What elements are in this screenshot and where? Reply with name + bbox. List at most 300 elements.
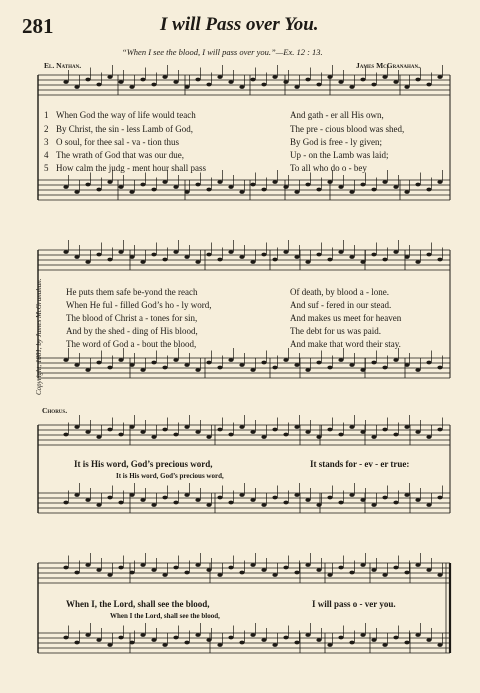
note-head (393, 566, 398, 570)
lyric-phrase: The debt for us was paid. (290, 326, 381, 336)
note-head (437, 496, 442, 500)
note-head (118, 185, 123, 189)
note-head (63, 636, 68, 640)
note-head (162, 366, 167, 370)
lyric-phrase: The pre - cious blood was shed, (290, 124, 405, 134)
note-head (382, 366, 387, 370)
note-head (316, 503, 321, 507)
note-head (349, 85, 354, 89)
note-head (74, 571, 79, 575)
note-head (338, 358, 343, 362)
note-head (338, 80, 343, 84)
note-head (140, 563, 145, 567)
lyric-phrase: And make that word their stay. (290, 339, 401, 349)
note-head (327, 366, 332, 370)
note-head (371, 188, 376, 192)
note-head (426, 253, 431, 257)
note-head (404, 493, 409, 497)
note-head (426, 568, 431, 572)
note-head (261, 638, 266, 642)
note-head (305, 430, 310, 434)
note-head (239, 571, 244, 575)
lyric-phrase: It is His word, God’s precious word, (74, 459, 213, 469)
note-head (404, 190, 409, 194)
note-head (140, 498, 145, 502)
note-head (393, 358, 398, 362)
note-head (316, 435, 321, 439)
chorus-bass-line (44, 612, 454, 623)
note-head (261, 253, 266, 257)
hymn-number: 281 (22, 14, 54, 38)
note-head (140, 183, 145, 187)
lyric-phrase: To all who do o - bey (290, 163, 367, 173)
note-head (151, 503, 156, 507)
note-head (360, 498, 365, 502)
note-head (371, 503, 376, 507)
lyric-phrase: O soul, for thee sal - va - tion thus (56, 137, 179, 147)
note-head (228, 185, 233, 189)
note-head (217, 496, 222, 500)
note-head (206, 361, 211, 365)
note-head (294, 425, 299, 429)
note-head (272, 180, 277, 184)
note-head (338, 433, 343, 437)
note-head (349, 190, 354, 194)
note-head (184, 641, 189, 645)
note-head (151, 638, 156, 642)
note-head (415, 78, 420, 82)
note-head (162, 75, 167, 79)
note-head (327, 496, 332, 500)
note-head (283, 80, 288, 84)
note-head (360, 430, 365, 434)
note-head (437, 573, 442, 577)
note-head (250, 368, 255, 372)
lyric-phrase: When I, the Lord, shall see the blood, (66, 599, 210, 609)
note-head (107, 496, 112, 500)
note-head (261, 435, 266, 439)
scripture-epigraph: “When I see the blood, I will pass over you.”—Ex. 12 : 13. (122, 47, 323, 57)
note-head (173, 185, 178, 189)
note-head (206, 83, 211, 87)
note-head (283, 185, 288, 189)
chorus-line (44, 599, 454, 610)
chorus-bass-line (44, 472, 454, 483)
note-head (272, 496, 277, 500)
note-head (63, 566, 68, 570)
note-head (217, 180, 222, 184)
note-head (305, 633, 310, 637)
note-head (283, 636, 288, 640)
note-head (118, 636, 123, 640)
note-head (360, 260, 365, 264)
note-head (74, 425, 79, 429)
note-head (228, 566, 233, 570)
note-head (162, 180, 167, 184)
hymn-title: I will Pass over You. (160, 14, 319, 35)
note-head (184, 255, 189, 259)
note-head (382, 643, 387, 647)
note-head (404, 363, 409, 367)
note-head (415, 183, 420, 187)
note-head (283, 358, 288, 362)
note-head (118, 80, 123, 84)
note-head (305, 260, 310, 264)
note-head (107, 366, 112, 370)
note-head (393, 185, 398, 189)
verse-line (44, 339, 454, 350)
note-head (85, 430, 90, 434)
note-head (426, 188, 431, 192)
note-head (118, 358, 123, 362)
note-head (96, 435, 101, 439)
note-head (261, 568, 266, 572)
note-head (371, 253, 376, 257)
note-head (382, 496, 387, 500)
note-head (118, 433, 123, 437)
note-head (140, 430, 145, 434)
note-head (217, 258, 222, 262)
note-head (294, 493, 299, 497)
note-head (294, 363, 299, 367)
note-head (74, 493, 79, 497)
note-head (239, 85, 244, 89)
note-head (96, 361, 101, 365)
note-head (107, 428, 112, 432)
note-head (250, 563, 255, 567)
note-head (415, 430, 420, 434)
note-head (129, 255, 134, 259)
note-head (173, 501, 178, 505)
note-head (415, 633, 420, 637)
note-head (107, 573, 112, 577)
lyric-phrase: It is His word, God’s precious word, (116, 472, 224, 480)
note-head (294, 255, 299, 259)
lyric-phrase: Of death, by blood a - lone. (290, 287, 389, 297)
note-head (437, 428, 442, 432)
note-head (316, 83, 321, 87)
note-head (206, 188, 211, 192)
note-head (404, 255, 409, 259)
note-head (74, 363, 79, 367)
note-head (415, 368, 420, 372)
lyric-phrase: And gath - er all His own, (290, 110, 384, 120)
note-head (283, 433, 288, 437)
note-head (151, 253, 156, 257)
note-head (360, 633, 365, 637)
note-head (382, 258, 387, 262)
verse-line (44, 287, 454, 298)
note-head (206, 638, 211, 642)
verse-line (44, 110, 454, 121)
note-head (151, 188, 156, 192)
note-head (206, 568, 211, 572)
note-head (349, 363, 354, 367)
verse-number: 4 (44, 150, 49, 160)
note-head (217, 643, 222, 647)
note-head (184, 493, 189, 497)
note-head (129, 190, 134, 194)
note-head (74, 641, 79, 645)
note-head (228, 433, 233, 437)
note-head (173, 80, 178, 84)
note-head (327, 258, 332, 262)
note-head (63, 358, 68, 362)
note-head (129, 493, 134, 497)
lyric-phrase: How calm the judg - ment hour shall pass (56, 163, 206, 173)
note-head (382, 428, 387, 432)
note-head (96, 83, 101, 87)
note-head (261, 83, 266, 87)
note-head (118, 566, 123, 570)
note-head (426, 638, 431, 642)
note-head (316, 253, 321, 257)
note-head (96, 568, 101, 572)
note-head (415, 260, 420, 264)
note-head (85, 563, 90, 567)
note-head (96, 253, 101, 257)
note-head (184, 190, 189, 194)
note-head (96, 638, 101, 642)
note-head (195, 633, 200, 637)
note-head (437, 258, 442, 262)
note-head (261, 188, 266, 192)
verse-line (44, 163, 454, 174)
note-head (74, 255, 79, 259)
note-head (393, 250, 398, 254)
note-head (129, 425, 134, 429)
note-head (382, 180, 387, 184)
note-head (74, 190, 79, 194)
note-head (206, 253, 211, 257)
note-head (228, 80, 233, 84)
note-head (316, 568, 321, 572)
lyric-phrase: When He ful - filled God’s ho - ly word, (66, 300, 212, 310)
note-head (272, 643, 277, 647)
lyric-phrase: And by the shed - ding of His blood, (66, 326, 198, 336)
lyric-phrase: When I the Lord, shall see the blood, (110, 612, 220, 620)
verse-number: 2 (44, 124, 49, 134)
note-head (162, 428, 167, 432)
note-head (261, 503, 266, 507)
lyric-phrase: The word of God a - bout the blood, (66, 339, 197, 349)
note-head (294, 571, 299, 575)
note-head (426, 503, 431, 507)
lyricist-credit: El. Nathan. (44, 61, 82, 70)
note-head (327, 180, 332, 184)
note-head (393, 636, 398, 640)
lyric-phrase: And suf - fered in our stead. (290, 300, 392, 310)
note-head (129, 363, 134, 367)
note-head (415, 563, 420, 567)
note-head (118, 501, 123, 505)
lyric-phrase: He puts them safe be-yond the reach (66, 287, 198, 297)
note-head (217, 573, 222, 577)
chorus-label: Chorus. (42, 406, 68, 415)
note-head (228, 636, 233, 640)
note-head (173, 636, 178, 640)
note-head (217, 75, 222, 79)
note-head (305, 368, 310, 372)
note-head (371, 638, 376, 642)
note-head (195, 260, 200, 264)
note-head (96, 188, 101, 192)
note-head (338, 501, 343, 505)
note-head (162, 573, 167, 577)
note-head (184, 425, 189, 429)
note-head (272, 366, 277, 370)
note-head (338, 250, 343, 254)
note-head (118, 250, 123, 254)
note-head (162, 643, 167, 647)
note-head (63, 185, 68, 189)
note-head (261, 361, 266, 365)
note-head (63, 80, 68, 84)
note-head (195, 563, 200, 567)
note-head (195, 183, 200, 187)
note-head (437, 366, 442, 370)
note-head (272, 258, 277, 262)
note-head (173, 566, 178, 570)
note-head (195, 430, 200, 434)
note-head (173, 433, 178, 437)
note-head (404, 425, 409, 429)
lyric-phrase: By Christ, the sin - less Lamb of God, (56, 124, 193, 134)
note-head (107, 258, 112, 262)
lyric-phrase: Up - on the Lamb was laid; (290, 150, 389, 160)
note-head (184, 571, 189, 575)
note-head (272, 75, 277, 79)
note-head (140, 368, 145, 372)
lyric-phrase: When God the way of life would teach (56, 110, 196, 120)
note-head (426, 361, 431, 365)
lyric-phrase: The wrath of God that was our due, (56, 150, 184, 160)
note-head (250, 183, 255, 187)
note-head (63, 501, 68, 505)
note-head (239, 190, 244, 194)
note-head (206, 435, 211, 439)
note-head (129, 85, 134, 89)
note-head (382, 75, 387, 79)
note-head (437, 180, 442, 184)
note-head (96, 503, 101, 507)
note-head (107, 643, 112, 647)
note-head (294, 190, 299, 194)
note-head (426, 83, 431, 87)
note-head (250, 498, 255, 502)
verse-line (44, 326, 454, 337)
note-head (294, 85, 299, 89)
note-head (162, 496, 167, 500)
note-head (349, 493, 354, 497)
note-head (74, 85, 79, 89)
note-head (404, 571, 409, 575)
note-head (184, 363, 189, 367)
note-head (228, 358, 233, 362)
note-head (85, 498, 90, 502)
note-head (107, 180, 112, 184)
note-head (239, 425, 244, 429)
note-head (316, 188, 321, 192)
note-head (393, 501, 398, 505)
verse-number: 1 (44, 110, 49, 120)
composer-credit: James McGranahan. (356, 61, 421, 70)
note-head (349, 571, 354, 575)
note-head (371, 361, 376, 365)
note-head (272, 573, 277, 577)
note-head (250, 78, 255, 82)
note-head (85, 78, 90, 82)
note-head (239, 641, 244, 645)
note-head (327, 573, 332, 577)
note-head (327, 428, 332, 432)
note-head (63, 433, 68, 437)
note-head (426, 435, 431, 439)
lyric-phrase: It stands for - ev - er true: (310, 459, 410, 469)
note-head (85, 183, 90, 187)
note-head (250, 430, 255, 434)
note-head (85, 368, 90, 372)
note-head (305, 78, 310, 82)
note-head (239, 255, 244, 259)
note-head (283, 566, 288, 570)
note-head (349, 641, 354, 645)
note-head (393, 80, 398, 84)
note-head (404, 641, 409, 645)
note-head (272, 428, 277, 432)
verse-line (44, 124, 454, 135)
note-head (85, 633, 90, 637)
lyric-phrase: And makes us meet for heaven (290, 313, 402, 323)
note-head (327, 643, 332, 647)
note-head (338, 566, 343, 570)
note-head (393, 433, 398, 437)
note-head (228, 250, 233, 254)
note-head (283, 250, 288, 254)
note-head (371, 435, 376, 439)
note-head (404, 85, 409, 89)
note-head (228, 501, 233, 505)
note-head (250, 633, 255, 637)
note-head (162, 258, 167, 262)
note-head (327, 75, 332, 79)
note-head (294, 641, 299, 645)
note-head (382, 573, 387, 577)
note-head (63, 250, 68, 254)
note-head (305, 498, 310, 502)
chorus-line (44, 459, 454, 470)
note-head (239, 363, 244, 367)
note-head (151, 435, 156, 439)
note-head (415, 498, 420, 502)
note-head (217, 366, 222, 370)
note-head (206, 503, 211, 507)
note-head (338, 185, 343, 189)
note-head (371, 568, 376, 572)
note-head (140, 78, 145, 82)
note-head (316, 361, 321, 365)
note-head (107, 75, 112, 79)
verse-line (44, 137, 454, 148)
note-head (195, 78, 200, 82)
note-head (195, 498, 200, 502)
note-head (239, 493, 244, 497)
note-head (217, 428, 222, 432)
verse-line (44, 313, 454, 324)
verse-line (44, 150, 454, 161)
verse-number: 3 (44, 137, 49, 147)
copyright-notice: Copyright, 1881, by James McGranahan. (35, 278, 43, 395)
